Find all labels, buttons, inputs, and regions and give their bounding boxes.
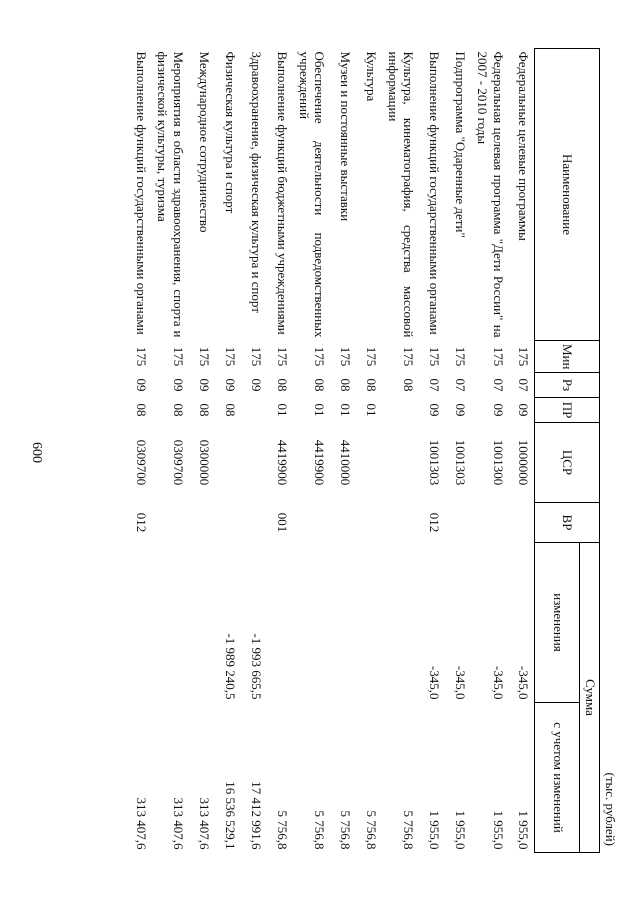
cell-change: -345,0 <box>453 665 469 700</box>
cell-min: 175 <box>171 346 186 367</box>
header-vr: ВР <box>535 503 600 543</box>
cell-rz: 08 <box>401 378 417 392</box>
cell-min: 175 <box>401 346 417 367</box>
cell-pr: 08 <box>197 403 212 417</box>
cell-name: Выполнение функций государственными органами <box>133 51 149 335</box>
cell-total: 1 955,0 <box>490 810 506 850</box>
cell-pr: 08 <box>171 403 186 417</box>
table-row <box>509 49 535 853</box>
cell-name: Подпрограмма "Одаренные дети" <box>453 51 469 238</box>
cell-min: 175 <box>338 346 354 367</box>
table-row <box>152 49 189 853</box>
header-change: изменения <box>535 543 580 703</box>
cell-change: -1 989 240,5 <box>223 633 238 700</box>
cell-rz: 07 <box>490 378 506 392</box>
table-body <box>126 49 535 853</box>
cell-vr <box>382 503 419 543</box>
cell-vr <box>293 503 330 543</box>
cell-change <box>382 543 419 703</box>
cell-rz: 09 <box>133 378 149 392</box>
budget-table <box>126 48 600 853</box>
cell-min: 175 <box>133 346 149 367</box>
table-row <box>382 49 419 853</box>
cell-rz: 08 <box>364 378 380 392</box>
cell-pr: 01 <box>312 403 328 417</box>
cell-name: Обеспечение деятельности подведомственных учреждений <box>296 51 328 338</box>
cell-name: Мероприятия в области здравоохранения, спорта и физической культуры, туризма <box>155 51 186 338</box>
cell-change <box>189 543 215 703</box>
header-name: Наименование <box>535 49 600 341</box>
table-row <box>267 49 293 853</box>
cell-csr: 1001303 <box>453 439 469 486</box>
header-min: Мин <box>535 341 600 373</box>
cell-change: -345,0 <box>516 665 532 700</box>
cell-rz: 08 <box>338 378 354 392</box>
cell-total: 5 756,8 <box>275 810 290 850</box>
cell-min: 175 <box>312 346 328 367</box>
cell-min: 175 <box>490 346 506 367</box>
cell-rz: 08 <box>275 378 290 392</box>
cell-min: 175 <box>197 346 212 367</box>
cell-min: 175 <box>453 346 469 367</box>
unit-label: (тыс. рублей) <box>603 772 618 846</box>
cell-name: Музеи и постоянные выставки <box>338 51 354 222</box>
cell-vr: 012 <box>133 512 149 533</box>
cell-name: Культура, кинематография, средства массовой информации <box>385 51 417 338</box>
cell-change: -1 993 665,5 <box>249 633 264 700</box>
cell-csr: 4419900 <box>275 439 290 486</box>
cell-pr: 01 <box>364 403 380 417</box>
cell-min: 175 <box>516 346 532 367</box>
cell-pr: 01 <box>275 403 290 417</box>
header-pr: ПР <box>535 398 600 423</box>
cell-total: 5 756,8 <box>401 810 417 850</box>
cell-change <box>356 543 382 703</box>
cell-total: 5 756,8 <box>312 810 328 850</box>
cell-total: 17 412 991,6 <box>249 781 264 850</box>
cell-vr: 012 <box>427 512 443 533</box>
cell-vr <box>241 503 267 543</box>
cell-csr: 0300000 <box>197 439 212 486</box>
cell-rz: 07 <box>453 378 469 392</box>
cell-name: Федеральные целевые программы <box>516 51 532 241</box>
cell-vr <box>330 503 356 543</box>
cell-total: 5 756,8 <box>338 810 354 850</box>
cell-pr: 09 <box>427 403 443 417</box>
cell-rz: 09 <box>249 378 264 392</box>
cell-change <box>267 543 293 703</box>
cell-vr <box>189 503 215 543</box>
page-number: 600 <box>29 442 44 463</box>
cell-min: 175 <box>427 346 443 367</box>
cell-vr <box>509 503 535 543</box>
table-header <box>535 49 600 853</box>
header-csr: ЦСР <box>535 423 600 503</box>
cell-name: Международное сотрудничество <box>197 51 212 233</box>
cell-csr <box>241 423 267 503</box>
table-row <box>241 49 267 853</box>
cell-csr: 1001303 <box>427 439 443 486</box>
cell-rz: 07 <box>427 378 443 392</box>
cell-csr: 4419900 <box>312 439 328 486</box>
cell-rz: 09 <box>223 378 238 392</box>
cell-csr: 4410000 <box>338 439 354 486</box>
cell-vr <box>152 503 189 543</box>
cell-change <box>293 543 330 703</box>
cell-change <box>126 543 152 703</box>
cell-name: Выполнение функций бюджетными учреждениями <box>275 51 290 335</box>
cell-vr: 001 <box>275 512 290 533</box>
cell-pr: 09 <box>516 403 532 417</box>
cell-pr: 09 <box>453 403 469 417</box>
cell-pr <box>241 398 267 423</box>
cell-rz: 09 <box>171 378 186 392</box>
table-row <box>445 49 471 853</box>
cell-csr <box>382 423 419 503</box>
cell-pr: 08 <box>133 403 149 417</box>
cell-total: 1 955,0 <box>453 810 469 850</box>
cell-change: -345,0 <box>490 665 506 700</box>
cell-total: 5 756,8 <box>364 810 380 850</box>
cell-total: 1 955,0 <box>516 810 532 850</box>
cell-rz: 09 <box>197 378 212 392</box>
cell-name: Культура <box>364 51 380 102</box>
cell-vr <box>215 503 241 543</box>
cell-min: 175 <box>249 346 264 367</box>
cell-total: 1 955,0 <box>427 810 443 850</box>
table-row <box>189 49 215 853</box>
cell-csr: 1001300 <box>490 439 506 486</box>
cell-min: 175 <box>275 346 290 367</box>
table-row <box>419 49 445 853</box>
cell-pr <box>382 398 419 423</box>
header-with-change: с учетом изменений <box>535 703 580 853</box>
cell-csr: 0309700 <box>171 439 186 486</box>
cell-vr <box>445 503 471 543</box>
cell-vr <box>356 503 382 543</box>
cell-min: 175 <box>364 346 380 367</box>
cell-change: -345,0 <box>427 665 443 700</box>
cell-rz: 08 <box>312 378 328 392</box>
cell-name: Здравоохранение, физическая культура и спорт <box>249 51 264 313</box>
table-row <box>471 49 508 853</box>
cell-vr <box>471 503 508 543</box>
table-row <box>215 49 241 853</box>
cell-name: Федеральная целевая программа "Дети России" на 2007 - 2010 годы <box>474 51 506 338</box>
cell-csr <box>356 423 382 503</box>
cell-total: 313 407,6 <box>171 797 186 850</box>
cell-pr: 01 <box>338 403 354 417</box>
header-rz: Рз <box>535 373 600 398</box>
rotated-content <box>133 48 620 852</box>
cell-total: 313 407,6 <box>133 797 149 850</box>
cell-change <box>330 543 356 703</box>
cell-csr: 0309700 <box>133 439 149 486</box>
table-row <box>126 49 152 853</box>
cell-min: 175 <box>223 346 238 367</box>
cell-name: Физическая культура и спорт <box>223 51 238 214</box>
cell-rz: 07 <box>516 378 532 392</box>
cell-csr <box>215 423 241 503</box>
header-sum: Сумма <box>580 543 600 853</box>
table-row <box>356 49 382 853</box>
cell-pr: 09 <box>490 403 506 417</box>
table-row <box>293 49 330 853</box>
cell-total: 16 536 529,1 <box>223 781 238 850</box>
table-row <box>330 49 356 853</box>
cell-change <box>152 543 189 703</box>
cell-name: Выполнение функций государственными органами <box>427 51 443 335</box>
cell-pr: 08 <box>223 403 238 417</box>
cell-csr: 1000000 <box>516 439 532 486</box>
cell-total: 313 407,6 <box>197 797 212 850</box>
